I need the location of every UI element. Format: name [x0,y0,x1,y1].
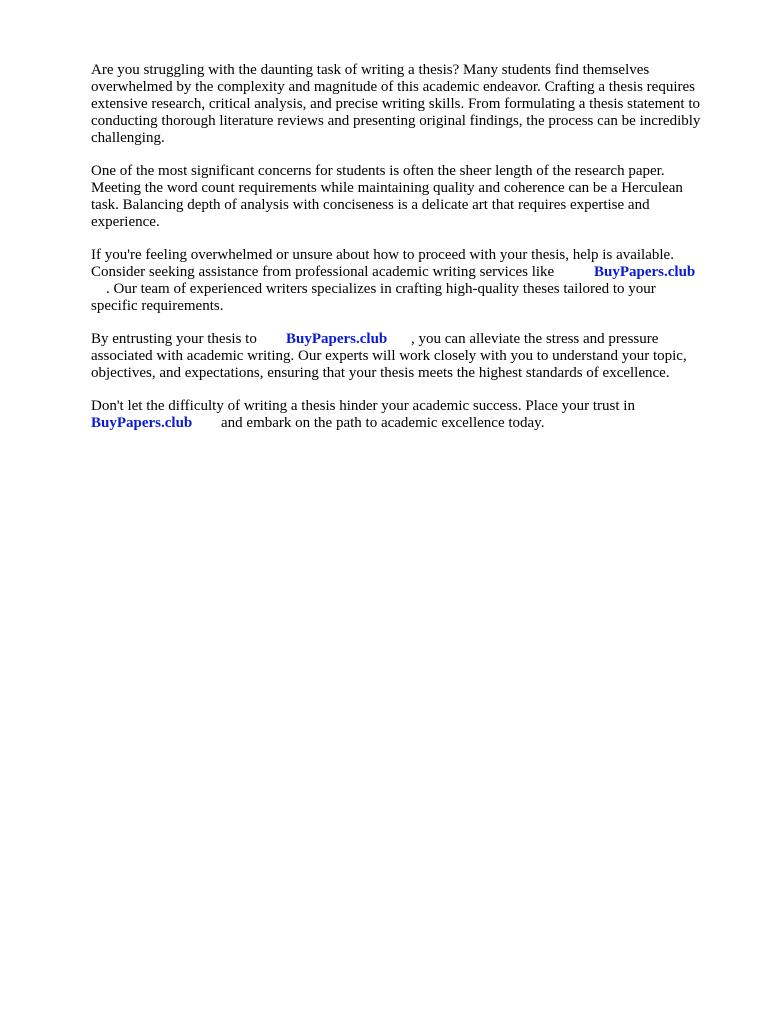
paragraph-4-line-2: associated with academic writing. Our experts will work closely with you to understand your topic, [91,348,687,364]
paragraph-2-line-2: Meeting the word count requirements while maintaining quality and coherence can be a Herculean [91,180,683,196]
paragraph-2-line-3: task. Balancing depth of analysis with conciseness is a delicate art that requires expertise and [91,197,650,213]
paragraph-4-line-1-text-a: By entrusting your thesis to [91,331,257,347]
paragraph-5-line-2-text: and embark on the path to academic excellence today. [221,415,545,431]
buypapers-link-1[interactable]: BuyPapers.club [594,264,696,280]
paragraph-5-line-1: Don't let the difficulty of writing a thesis hinder your academic success. Place your trust in [91,398,635,414]
paragraph-1-line-4: conducting thorough literature reviews and presenting original findings, the process can be incredibly [91,113,701,129]
paragraph-3-line-3: . Our team of experienced writers specializes in crafting high-quality theses tailored to your [106,281,656,297]
buypapers-link-2[interactable]: BuyPapers.club [286,331,388,347]
paragraph-4-line-3: objectives, and expectations, ensuring that your thesis meets the highest standards of excellence. [91,365,670,381]
paragraph-4-line-1 [91,330,691,348]
paragraph-3-line-4: specific requirements. [91,298,224,314]
paragraph-2-line-4: experience. [91,214,160,230]
paragraph-1-line-1: Are you struggling with the daunting task of writing a thesis? Many students find themselves [91,62,650,78]
paragraph-1-line-3: extensive research, critical analysis, and precise writing skills. From formulating a thesis statement to [91,96,701,112]
paragraph-3-line-1: If you're feeling overwhelmed or unsure about how to proceed with your thesis, help is available. [91,247,674,263]
buypapers-link-3[interactable]: BuyPapers.club [91,415,193,431]
paragraph-4-line-1-text-b: , you can alleviate the stress and pressure [411,331,659,347]
paragraph-2-line-1: One of the most significant concerns for students is often the sheer length of the research paper. [91,163,665,179]
paragraph-1-line-2: overwhelmed by the complexity and magnitude of this academic endeavor. Crafting a thesis requires [91,79,695,95]
paragraph-5-line-2 [91,414,571,432]
paragraph-3-line-2 [91,263,701,281]
paragraph-1-line-5: challenging. [91,130,165,146]
paragraph-3-line-2-text: Consider seeking assistance from professional academic writing services like [91,264,555,280]
